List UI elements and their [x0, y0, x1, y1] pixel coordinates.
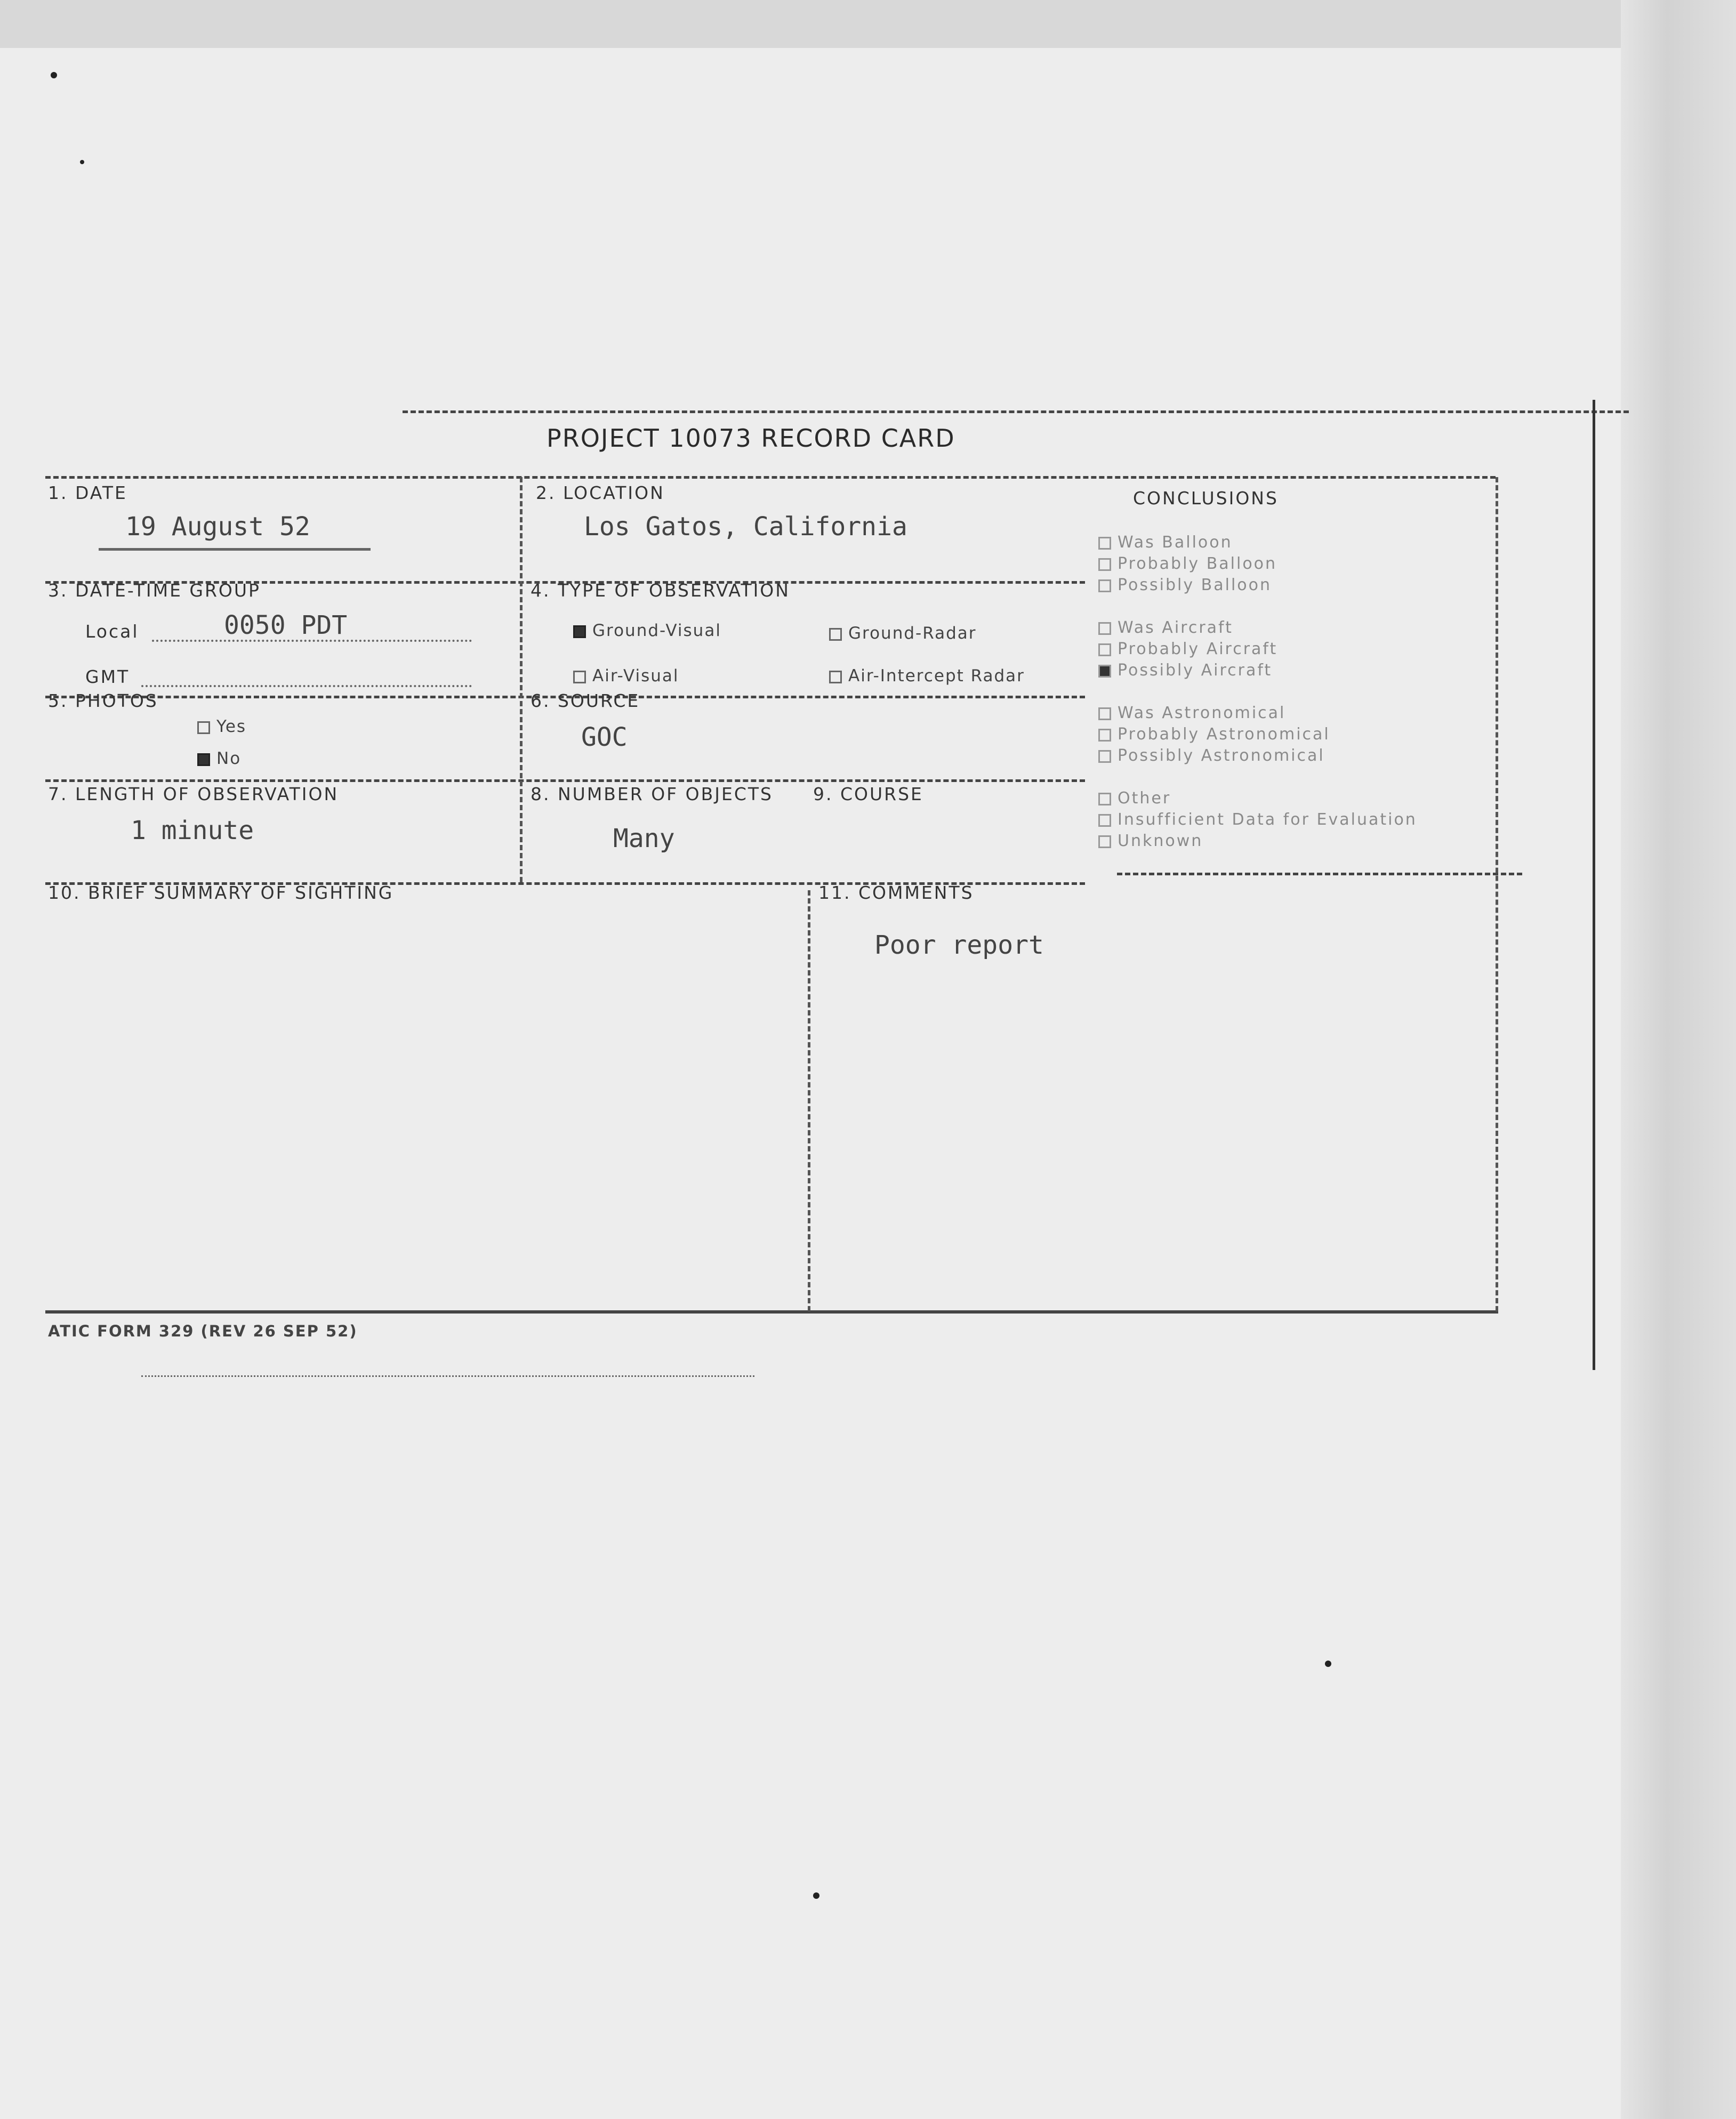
objects-label: 8. NUMBER OF OBJECTS [531, 784, 773, 804]
dust-speck [80, 160, 84, 164]
conclusions-divider [1117, 873, 1522, 875]
source-label: 6. SOURCE [531, 690, 640, 711]
photos-label: 5. PHOTOS [48, 690, 158, 711]
date-label: 1. DATE [48, 482, 127, 503]
date-underline [99, 548, 371, 551]
gmt-label: GMT [85, 666, 130, 687]
paper-edge-top [0, 0, 1736, 48]
conclusion-item[interactable]: Possibly Aircraft [1098, 661, 1272, 680]
option-air-visual[interactable]: Air-Visual [573, 666, 679, 686]
date-value: 19 August 52 [125, 512, 310, 542]
location-value: Los Gatos, California [584, 512, 907, 542]
checkbox [1098, 537, 1111, 550]
checkbox [1098, 643, 1111, 656]
dust-speck [1325, 1661, 1331, 1667]
conclusion-item[interactable]: Was Astronomical [1098, 704, 1285, 722]
conclusion-item[interactable]: Insufficient Data for Evaluation [1098, 810, 1417, 829]
checkbox [1098, 750, 1111, 763]
card-bottom-border [45, 1310, 1498, 1314]
option-photos-yes[interactable]: Yes [197, 717, 246, 736]
conclusion-item[interactable]: Probably Balloon [1098, 554, 1277, 573]
summary-label: 10. BRIEF SUMMARY OF SIGHTING [48, 882, 394, 903]
dust-speck [51, 72, 57, 78]
conclusion-item[interactable]: Probably Aircraft [1098, 640, 1277, 658]
option-ground-visual[interactable]: Ground-Visual [573, 621, 721, 640]
observation-type-label: 4. TYPE OF OBSERVATION [531, 580, 790, 601]
checkbox [197, 721, 210, 734]
checkbox [1098, 729, 1111, 742]
record-card [45, 410, 1602, 1338]
source-value: GOC [581, 722, 628, 752]
checkbox [829, 628, 842, 641]
row-divider [45, 476, 1496, 479]
checkbox [1098, 558, 1111, 571]
objects-value: Many [613, 824, 675, 853]
length-value: 1 minute [131, 816, 254, 845]
conclusion-item[interactable]: Unknown [1098, 832, 1203, 850]
conclusion-item[interactable]: Was Aircraft [1098, 618, 1233, 637]
comments-value: Poor report [874, 930, 1044, 960]
column-divider [1496, 477, 1498, 1311]
conclusion-item[interactable]: Possibly Balloon [1098, 576, 1272, 594]
gmt-underline [141, 685, 472, 687]
paper-edge-right [1621, 0, 1736, 2119]
checkbox [1098, 707, 1111, 720]
course-label: 9. COURSE [813, 784, 923, 804]
footer-line [141, 1375, 754, 1377]
checkbox [573, 671, 586, 683]
card-top-border [403, 410, 1629, 413]
conclusion-item[interactable]: Other [1098, 789, 1171, 808]
option-ground-radar[interactable]: Ground-Radar [829, 624, 977, 643]
column-divider [520, 477, 523, 882]
checkbox [1098, 579, 1111, 592]
option-air-intercept-radar[interactable]: Air-Intercept Radar [829, 666, 1025, 686]
length-label: 7. LENGTH OF OBSERVATION [48, 784, 339, 804]
column-divider [808, 890, 810, 1311]
card-title: PROJECT 10073 RECORD CARD [546, 424, 955, 453]
row-divider [45, 779, 1085, 782]
dust-speck [813, 1892, 819, 1899]
checkbox [1098, 835, 1111, 848]
card-right-border [1593, 400, 1595, 1370]
checkbox [829, 671, 842, 683]
local-label: Local [85, 621, 139, 642]
checkbox-checked [1098, 665, 1111, 678]
local-underline [152, 640, 472, 642]
comments-label: 11. COMMENTS [818, 882, 974, 903]
conclusion-item[interactable]: Possibly Astronomical [1098, 746, 1325, 765]
conclusion-item[interactable]: Probably Astronomical [1098, 725, 1330, 744]
local-time-value: 0050 PDT [224, 610, 348, 640]
checkbox-checked [573, 625, 586, 638]
option-photos-no[interactable]: No [197, 749, 241, 768]
checkbox [1098, 622, 1111, 635]
datetime-group-label: 3. DATE-TIME GROUP [48, 580, 261, 601]
conclusions-label: CONCLUSIONS [1133, 488, 1279, 509]
checkbox [1098, 814, 1111, 827]
checkbox-checked [197, 753, 210, 766]
location-label: 2. LOCATION [536, 482, 665, 503]
checkbox [1098, 793, 1111, 805]
form-number: ATIC FORM 329 (REV 26 SEP 52) [48, 1322, 358, 1340]
conclusion-item[interactable]: Was Balloon [1098, 533, 1233, 552]
